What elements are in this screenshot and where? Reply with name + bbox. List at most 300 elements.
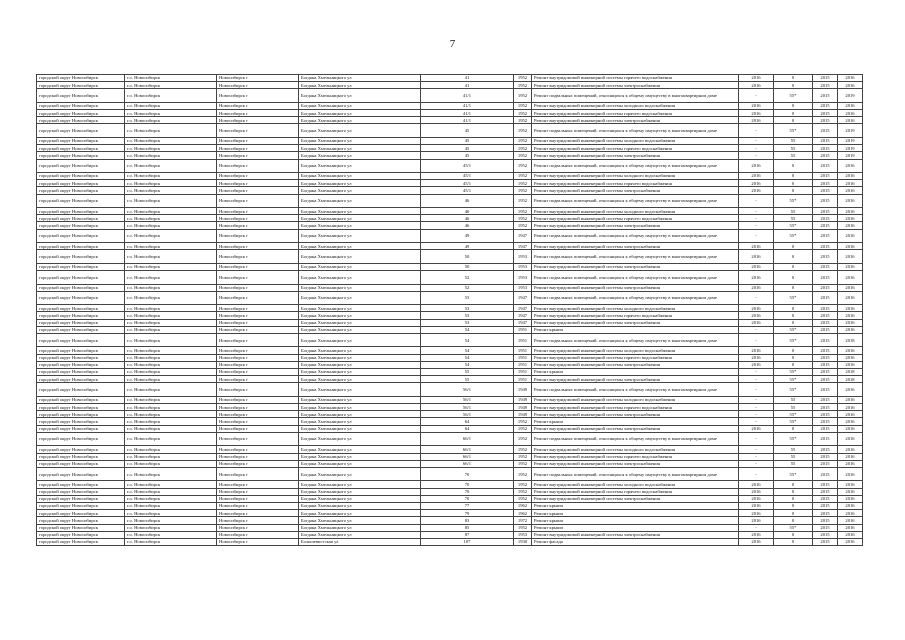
municipality-cell: городской округ Новосибирск (37, 396, 125, 403)
period-start-cell: 2015 (813, 467, 838, 481)
period-start-cell: 2015 (813, 446, 838, 453)
plan-year-cell: - (739, 396, 774, 403)
year-cell: 1953 (514, 250, 532, 264)
street-cell: Богдана Хмельницкого ул (299, 229, 421, 243)
year-cell: 1952 (514, 159, 532, 173)
municipality-cell: городской округ Новосибирск (37, 446, 125, 453)
street-cell: Богдана Хмельницкого ул (299, 173, 421, 180)
plan-year-cell: - (739, 145, 774, 152)
city-cell: Новосибирск г (217, 152, 299, 159)
year-cell: 1951 (514, 354, 532, 361)
share-cell: 55* (774, 411, 813, 418)
plan-year-cell: 2016 (739, 173, 774, 180)
municipality-cell: городской округ Новосибирск (37, 524, 125, 531)
city-cell: Новосибирск г (217, 467, 299, 481)
table-row (37, 250, 863, 264)
street-cell: Богдана Хмельницкого ул (299, 145, 421, 152)
period-end-cell: 2016 (838, 495, 863, 502)
street-cell: Богдана Хмельницкого ул (299, 250, 421, 264)
municipality-cell: городской округ Новосибирск (37, 222, 125, 229)
plan-year-cell: 2016 (739, 284, 774, 291)
house-cell: 54 (421, 347, 514, 354)
period-start-cell: 2015 (813, 173, 838, 180)
street-cell: Богдана Хмельницкого ул (299, 89, 421, 103)
year-cell: 1953 (514, 271, 532, 285)
municipality-cell: городской округ Новосибирск (37, 284, 125, 291)
work-type-cell: Ремонт внутридомовой инженерной системы электроснабжения (532, 319, 739, 326)
period-start-cell: 2015 (813, 524, 838, 531)
municipality-cell: городской округ Новосибирск (37, 180, 125, 187)
municipality-cell: городской округ Новосибирск (37, 376, 125, 383)
year-cell: 1953 (514, 284, 532, 291)
year-cell: 1952 (514, 82, 532, 89)
period-end-cell: 2016 (838, 396, 863, 403)
district-cell: г.о. Новосибирск (125, 117, 217, 124)
table-row (37, 396, 863, 403)
district-cell: г.о. Новосибирск (125, 361, 217, 368)
share-cell: 0 (774, 180, 813, 187)
house-cell: 49 (421, 229, 514, 243)
municipality-cell: городской округ Новосибирск (37, 538, 125, 545)
table-row (37, 319, 863, 326)
year-cell: 1952 (514, 215, 532, 222)
district-cell: г.о. Новосибирск (125, 102, 217, 109)
period-start-cell: 2015 (813, 124, 838, 138)
street-cell: Богдана Хмельницкого ул (299, 180, 421, 187)
period-start-cell: 2015 (813, 291, 838, 305)
plan-year-cell: - (739, 215, 774, 222)
house-cell: 56/1 (421, 404, 514, 411)
table-row (37, 243, 863, 250)
city-cell: Новосибирск г (217, 488, 299, 495)
work-type-cell: Ремонт внутридомовой инженерной системы горячего водоснабжения (532, 180, 739, 187)
period-start-cell: 2015 (813, 145, 838, 152)
table-row (37, 369, 863, 376)
work-type-cell: Ремонт фасада (532, 538, 739, 545)
work-type-cell: Ремонт подвальных помещений, относящихся к общему имуществу в многоквартирном доме (532, 194, 739, 208)
table-row (37, 524, 863, 531)
year-cell: 1952 (514, 208, 532, 215)
work-type-cell: Ремонт подвальных помещений, относящихся к общему имуществу в многоквартирном доме (532, 291, 739, 305)
period-start-cell: 2015 (813, 75, 838, 82)
table-row (37, 110, 863, 117)
work-type-cell: Ремонт подвальных помещений, относящихся к общему имуществу в многоквартирном доме (532, 229, 739, 243)
share-cell: 55 (774, 152, 813, 159)
municipality-cell: городской округ Новосибирск (37, 187, 125, 194)
period-end-cell: 2016 (838, 222, 863, 229)
share-cell: 0 (774, 481, 813, 488)
municipality-cell: городской округ Новосибирск (37, 152, 125, 159)
house-cell: 41 (421, 82, 514, 89)
city-cell: Новосибирск г (217, 333, 299, 347)
period-end-cell: 2016 (838, 347, 863, 354)
municipality-cell: городской округ Новосибирск (37, 229, 125, 243)
municipality-cell: городской округ Новосибирск (37, 137, 125, 144)
work-type-cell: Ремонт подвальных помещений, относящихся к общему имуществу в многоквартирном доме (532, 432, 739, 446)
street-cell: Богдана Хмельницкого ул (299, 369, 421, 376)
city-cell: Новосибирск г (217, 250, 299, 264)
plan-year-cell: - (739, 152, 774, 159)
plan-year-cell: 2016 (739, 531, 774, 538)
plan-year-cell: 2016 (739, 75, 774, 82)
district-cell: г.о. Новосибирск (125, 263, 217, 270)
year-cell: 1952 (514, 425, 532, 432)
plan-year-cell: - (739, 383, 774, 397)
district-cell: г.о. Новосибирск (125, 396, 217, 403)
table-row (37, 376, 863, 383)
municipality-cell: городской округ Новосибирск (37, 369, 125, 376)
district-cell: г.о. Новосибирск (125, 432, 217, 446)
municipality-cell: городской округ Новосибирск (37, 481, 125, 488)
share-cell: 0 (774, 502, 813, 509)
table-row (37, 460, 863, 467)
house-cell: 70 (421, 495, 514, 502)
share-cell: 0 (774, 82, 813, 89)
table-row (37, 538, 863, 545)
year-cell: 1952 (514, 446, 532, 453)
street-cell: Богдана Хмельницкого ул (299, 187, 421, 194)
district-cell: г.о. Новосибирск (125, 425, 217, 432)
plan-year-cell: - (739, 376, 774, 383)
street-cell: Богдана Хмельницкого ул (299, 347, 421, 354)
city-cell: Новосибирск г (217, 425, 299, 432)
share-cell: 0 (774, 102, 813, 109)
plan-year-cell: - (739, 467, 774, 481)
city-cell: Новосибирск г (217, 460, 299, 467)
year-cell: 1952 (514, 152, 532, 159)
district-cell: г.о. Новосибирск (125, 376, 217, 383)
share-cell: 0 (774, 271, 813, 285)
work-type-cell: Ремонт внутридомовой инженерной системы горячего водоснабжения (532, 215, 739, 222)
period-end-cell: 2016 (838, 481, 863, 488)
share-cell: 0 (774, 510, 813, 517)
year-cell: 1952 (514, 117, 532, 124)
street-cell: Богдана Хмельницкого ул (299, 82, 421, 89)
work-type-cell: Ремонт внутридомовой инженерной системы горячего водоснабжения (532, 488, 739, 495)
work-type-cell: Ремонт подвальных помещений, относящихся к общему имуществу в многоквартирном доме (532, 159, 739, 173)
period-end-cell: 2016 (838, 510, 863, 517)
district-cell: г.о. Новосибирск (125, 453, 217, 460)
share-cell: 55 (774, 460, 813, 467)
district-cell: г.о. Новосибирск (125, 502, 217, 509)
municipality-cell: городской округ Новосибирск (37, 432, 125, 446)
plan-year-cell: 2016 (739, 538, 774, 545)
period-end-cell: 2016 (838, 524, 863, 531)
period-end-cell: 2016 (838, 538, 863, 545)
house-cell: 85 (421, 524, 514, 531)
table-row (37, 82, 863, 89)
period-end-cell: 2016 (838, 180, 863, 187)
city-cell: Новосибирск г (217, 517, 299, 524)
house-cell: 64 (421, 418, 514, 425)
table-body (37, 75, 863, 546)
house-cell: 70 (421, 488, 514, 495)
municipality-cell: городской округ Новосибирск (37, 271, 125, 285)
year-cell: 1952 (514, 453, 532, 460)
share-cell: 55* (774, 467, 813, 481)
period-start-cell: 2015 (813, 495, 838, 502)
work-type-cell: Ремонт подвальных помещений, относящихся к общему имуществу в многоквартирном доме (532, 89, 739, 103)
street-cell: Богдана Хмельницкого ул (299, 75, 421, 82)
year-cell: 1947 (514, 243, 532, 250)
period-end-cell: 2016 (838, 460, 863, 467)
house-cell: 54 (421, 333, 514, 347)
district-cell: г.о. Новосибирск (125, 124, 217, 138)
house-cell: 66/1 (421, 460, 514, 467)
period-end-cell: 2016 (838, 291, 863, 305)
table-row (37, 404, 863, 411)
plan-year-cell: 2016 (739, 361, 774, 368)
municipality-cell: городской округ Новосибирск (37, 312, 125, 319)
table-row (37, 305, 863, 312)
district-cell: г.о. Новосибирск (125, 495, 217, 502)
plan-year-cell: - (739, 453, 774, 460)
district-cell: г.о. Новосибирск (125, 75, 217, 82)
street-cell: Богдана Хмельницкого ул (299, 510, 421, 517)
year-cell: 1952 (514, 222, 532, 229)
district-cell: г.о. Новосибирск (125, 82, 217, 89)
municipality-cell: городской округ Новосибирск (37, 383, 125, 397)
city-cell: Новосибирск г (217, 453, 299, 460)
plan-year-cell: 2016 (739, 271, 774, 285)
table-row (37, 312, 863, 319)
table-row (37, 291, 863, 305)
house-cell: 45 (421, 137, 514, 144)
period-end-cell: 2016 (838, 271, 863, 285)
period-start-cell: 2015 (813, 250, 838, 264)
share-cell: 0 (774, 305, 813, 312)
work-type-cell: Ремонт внутридомовой инженерной системы горячего водоснабжения (532, 312, 739, 319)
work-type-cell: Ремонт внутридомовой инженерной системы электроснабжения (532, 82, 739, 89)
street-cell: Богдана Хмельницкого ул (299, 361, 421, 368)
table-row (37, 347, 863, 354)
year-cell: 1949 (514, 404, 532, 411)
period-end-cell: 2016 (838, 446, 863, 453)
house-cell: 56/1 (421, 411, 514, 418)
period-start-cell: 2015 (813, 510, 838, 517)
municipality-cell: городской округ Новосибирск (37, 194, 125, 208)
district-cell: г.о. Новосибирск (125, 243, 217, 250)
period-end-cell: 2016 (838, 319, 863, 326)
street-cell: Богдана Хмельницкого ул (299, 326, 421, 333)
year-cell: 1952 (514, 89, 532, 103)
share-cell: 0 (774, 243, 813, 250)
share-cell: 55* (774, 524, 813, 531)
period-end-cell: 2016 (838, 361, 863, 368)
city-cell: Новосибирск г (217, 347, 299, 354)
year-cell: 1949 (514, 411, 532, 418)
year-cell: 1962 (514, 510, 532, 517)
table-row (37, 418, 863, 425)
municipality-cell: городской округ Новосибирск (37, 82, 125, 89)
table-row (37, 229, 863, 243)
municipality-cell: городской округ Новосибирск (37, 145, 125, 152)
district-cell: г.о. Новосибирск (125, 215, 217, 222)
period-end-cell: 2018 (838, 333, 863, 347)
work-type-cell: Ремонт внутридомовой инженерной системы электроснабжения (532, 243, 739, 250)
period-start-cell: 2015 (813, 229, 838, 243)
city-cell: Новосибирск г (217, 194, 299, 208)
period-start-cell: 2015 (813, 208, 838, 215)
district-cell: г.о. Новосибирск (125, 354, 217, 361)
period-end-cell: 2016 (838, 284, 863, 291)
period-start-cell: 2015 (813, 263, 838, 270)
street-cell: Богдана Хмельницкого ул (299, 531, 421, 538)
city-cell: Новосибирск г (217, 396, 299, 403)
street-cell: Богдана Хмельницкого ул (299, 215, 421, 222)
district-cell: г.о. Новосибирск (125, 411, 217, 418)
plan-year-cell: 2016 (739, 354, 774, 361)
plan-year-cell: 2016 (739, 488, 774, 495)
district-cell: г.о. Новосибирск (125, 524, 217, 531)
house-cell: 70 (421, 481, 514, 488)
municipality-cell: городской округ Новосибирск (37, 263, 125, 270)
city-cell: Новосибирск г (217, 383, 299, 397)
year-cell: 1951 (514, 376, 532, 383)
period-end-cell: 2019 (838, 124, 863, 138)
period-end-cell: 2016 (838, 263, 863, 270)
table-row (37, 333, 863, 347)
city-cell: Новосибирск г (217, 180, 299, 187)
work-type-cell: Ремонт крыши (532, 517, 739, 524)
year-cell: 1947 (514, 312, 532, 319)
work-type-cell: Ремонт подвальных помещений, относящихся к общему имуществу в многоквартирном доме (532, 250, 739, 264)
district-cell: г.о. Новосибирск (125, 159, 217, 173)
period-end-cell: 2019 (838, 152, 863, 159)
house-cell: 54 (421, 326, 514, 333)
year-cell: 1930 (514, 538, 532, 545)
work-type-cell: Ремонт внутридомовой инженерной системы электроснабжения (532, 187, 739, 194)
house-cell: 53 (421, 291, 514, 305)
plan-year-cell: 2016 (739, 110, 774, 117)
municipality-cell: городской округ Новосибирск (37, 173, 125, 180)
plan-year-cell: 2016 (739, 187, 774, 194)
work-type-cell: Ремонт крыши (532, 524, 739, 531)
table-row (37, 137, 863, 144)
work-type-cell: Ремонт внутридомовой инженерной системы холодного водоснабжения (532, 347, 739, 354)
period-start-cell: 2015 (813, 411, 838, 418)
period-start-cell: 2015 (813, 432, 838, 446)
period-end-cell: 2016 (838, 531, 863, 538)
year-cell: 1951 (514, 326, 532, 333)
plan-year-cell: 2016 (739, 319, 774, 326)
plan-year-cell: 2016 (739, 305, 774, 312)
share-cell: 55* (774, 326, 813, 333)
plan-year-cell: - (739, 446, 774, 453)
city-cell: Новосибирск г (217, 124, 299, 138)
house-cell: 41/1 (421, 102, 514, 109)
share-cell: 0 (774, 488, 813, 495)
plan-year-cell: 2016 (739, 159, 774, 173)
year-cell: 1952 (514, 124, 532, 138)
plan-year-cell: - (739, 326, 774, 333)
municipality-cell: городской округ Новосибирск (37, 418, 125, 425)
work-type-cell: Ремонт внутридомовой инженерной системы холодного водоснабжения (532, 208, 739, 215)
period-end-cell: 2016 (838, 187, 863, 194)
plan-year-cell: - (739, 229, 774, 243)
municipality-cell: городской округ Новосибирск (37, 89, 125, 103)
municipality-cell: городской округ Новосибирск (37, 75, 125, 82)
share-cell: 55* (774, 432, 813, 446)
period-end-cell: 2016 (838, 488, 863, 495)
period-start-cell: 2015 (813, 117, 838, 124)
house-cell: 45 (421, 152, 514, 159)
year-cell: 1962 (514, 502, 532, 509)
district-cell: г.о. Новосибирск (125, 173, 217, 180)
plan-year-cell: - (739, 208, 774, 215)
street-cell: Богдана Хмельницкого ул (299, 460, 421, 467)
work-type-cell: Ремонт внутридомовой инженерной системы холодного водоснабжения (532, 446, 739, 453)
share-cell: 0 (774, 354, 813, 361)
period-end-cell: 2016 (838, 305, 863, 312)
page-number: 7 (449, 38, 456, 50)
district-cell: г.о. Новосибирск (125, 291, 217, 305)
house-cell: 66/1 (421, 446, 514, 453)
plan-year-cell: 2016 (739, 425, 774, 432)
street-cell: Богдана Хмельницкого ул (299, 305, 421, 312)
house-cell: 46 (421, 208, 514, 215)
share-cell: 0 (774, 110, 813, 117)
plan-year-cell: - (739, 369, 774, 376)
table-row (37, 453, 863, 460)
plan-year-cell: - (739, 404, 774, 411)
plan-year-cell: - (739, 418, 774, 425)
share-cell: 55* (774, 333, 813, 347)
municipality-cell: городской округ Новосибирск (37, 361, 125, 368)
period-start-cell: 2015 (813, 222, 838, 229)
plan-year-cell: 2016 (739, 517, 774, 524)
period-end-cell: 2016 (838, 517, 863, 524)
year-cell: 1949 (514, 396, 532, 403)
table-row (37, 446, 863, 453)
period-start-cell: 2015 (813, 187, 838, 194)
plan-year-cell: - (739, 124, 774, 138)
table-row (37, 354, 863, 361)
street-cell: Богдана Хмельницкого ул (299, 319, 421, 326)
table-row (37, 180, 863, 187)
street-cell: Богдана Хмельницкого ул (299, 110, 421, 117)
table-row (37, 152, 863, 159)
table-row (37, 124, 863, 138)
street-cell: Богдана Хмельницкого ул (299, 291, 421, 305)
share-cell: 0 (774, 312, 813, 319)
table-row (37, 145, 863, 152)
city-cell: Новосибирск г (217, 446, 299, 453)
year-cell: 1951 (514, 347, 532, 354)
house-cell: 66/1 (421, 453, 514, 460)
period-end-cell: 2016 (838, 110, 863, 117)
house-cell: 41 (421, 75, 514, 82)
municipality-cell: городской округ Новосибирск (37, 404, 125, 411)
share-cell: 0 (774, 361, 813, 368)
plan-year-cell: - (739, 89, 774, 103)
period-end-cell: 2016 (838, 82, 863, 89)
house-cell: 41/1 (421, 89, 514, 103)
plan-year-cell: - (739, 333, 774, 347)
share-cell: 0 (774, 284, 813, 291)
plan-year-cell: 2016 (739, 250, 774, 264)
period-start-cell: 2015 (813, 396, 838, 403)
district-cell: г.о. Новосибирск (125, 312, 217, 319)
street-cell: Богдана Хмельницкого ул (299, 411, 421, 418)
district-cell: г.о. Новосибирск (125, 152, 217, 159)
table-row (37, 159, 863, 173)
work-type-cell: Ремонт подвальных помещений, относящихся к общему имуществу в многоквартирном доме (532, 333, 739, 347)
period-start-cell: 2015 (813, 333, 838, 347)
city-cell: Новосибирск г (217, 102, 299, 109)
house-cell: 64 (421, 425, 514, 432)
period-end-cell: 2019 (838, 145, 863, 152)
